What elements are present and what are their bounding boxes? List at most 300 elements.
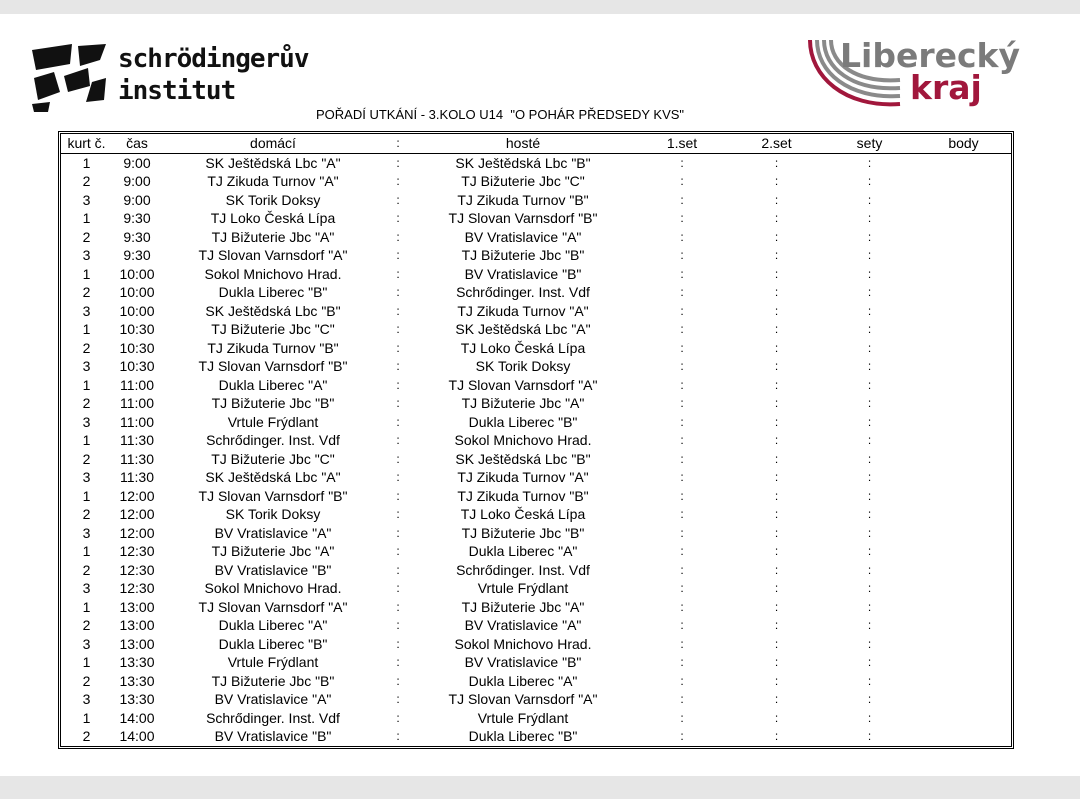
cell-sets: : (867, 488, 872, 503)
table-row (61, 320, 1011, 339)
schrodinger-institut-logo (30, 42, 309, 114)
cell-points (916, 209, 1011, 228)
cell-set2: : (774, 470, 779, 485)
table-row (61, 246, 1011, 265)
cell-set1: : (680, 322, 684, 337)
cell-points (916, 320, 1011, 339)
cell-court: 1 (82, 376, 91, 393)
cell-separator: : (396, 599, 400, 614)
header-away: hosté (412, 134, 634, 153)
cell-set1: : (680, 248, 684, 263)
logo-right-line2: kraj (910, 68, 982, 107)
cell-home-team: TJ Loko Česká Lípa (210, 210, 336, 227)
cell-separator: : (396, 544, 400, 559)
cell-points (916, 616, 1011, 635)
cell-time: 12:30 (119, 580, 155, 597)
table-row (61, 283, 1011, 302)
liberecky-kraj-logo (804, 36, 1021, 116)
cell-court: 3 (82, 524, 91, 541)
table-row (61, 302, 1011, 321)
cell-court: 1 (82, 154, 91, 171)
cell-court: 3 (82, 358, 91, 375)
cell-court: 2 (82, 339, 91, 356)
cell-set2: : (774, 673, 779, 688)
cell-set2: : (774, 285, 779, 300)
cell-points (916, 302, 1011, 321)
cell-separator: : (396, 729, 400, 744)
cell-set1: : (680, 507, 684, 522)
schrodinger-cat-icon (30, 42, 110, 114)
cell-home-team: Dukla Liberec "B" (218, 284, 328, 301)
cell-set1: : (680, 359, 684, 374)
cell-set2: : (774, 599, 779, 614)
header-sets: sety (823, 134, 916, 153)
cell-sets: : (867, 359, 872, 374)
cell-away-team: BV Vratislavice "B" (464, 265, 582, 282)
cell-sets: : (867, 377, 872, 392)
cell-separator: : (396, 322, 400, 337)
cell-time: 9:30 (123, 210, 151, 227)
cell-set2: : (774, 192, 779, 207)
cell-time: 11:30 (120, 432, 154, 449)
cell-separator: : (396, 192, 400, 207)
cell-separator: : (396, 155, 400, 170)
cell-away-team: Dukla Liberec "B" (468, 728, 578, 745)
header-separator: : (384, 134, 412, 153)
cell-set2: : (774, 322, 779, 337)
cell-set2: : (774, 433, 779, 448)
cell-sets: : (867, 710, 872, 725)
cell-sets: : (867, 581, 872, 596)
cell-home-team: TJ Bižuterie Jbc "C" (211, 321, 335, 338)
cell-sets: : (867, 618, 872, 633)
cell-away-team: BV Vratislavice "A" (464, 228, 582, 245)
cell-court: 2 (82, 395, 91, 412)
cell-away-team: TJ Bižuterie Jbc "A" (461, 395, 585, 412)
table-row (61, 153, 1011, 172)
cell-home-team: TJ Slovan Varnsdorf "A" (198, 598, 348, 615)
cell-set1: : (680, 599, 684, 614)
cell-home-team: TJ Bižuterie Jbc "A" (211, 543, 335, 560)
cell-separator: : (396, 396, 400, 411)
cell-sets: : (867, 451, 872, 466)
cell-court: 1 (82, 598, 91, 615)
cell-separator: : (396, 303, 400, 318)
cell-court: 3 (82, 302, 91, 319)
cell-set2: : (774, 414, 779, 429)
document-title: POŘADÍ UTKÁNÍ - 3.KOLO U14 "O POHÁR PŘEDSEDY KVS" (316, 107, 685, 122)
cell-home-team: Dukla Liberec "A" (218, 376, 328, 393)
cell-points (916, 153, 1011, 172)
cell-sets: : (867, 414, 872, 429)
cell-set1: : (680, 414, 684, 429)
table-row (61, 524, 1011, 543)
cell-separator: : (396, 359, 400, 374)
cell-separator: : (396, 636, 400, 651)
cell-away-team: Vrtule Frýdlant (477, 709, 569, 726)
match-schedule-table (58, 131, 1014, 749)
table-row (61, 487, 1011, 506)
cell-set1: : (680, 340, 684, 355)
cell-points (916, 413, 1011, 432)
cell-sets: : (867, 192, 872, 207)
cell-set1: : (680, 673, 684, 688)
cell-set2: : (774, 155, 779, 170)
cell-home-team: TJ Bižuterie Jbc "A" (211, 228, 335, 245)
table-row (61, 265, 1011, 284)
cell-sets: : (867, 599, 872, 614)
cell-away-team: Sokol Mnichovo Hrad. (454, 432, 592, 449)
cell-away-team: BV Vratislavice "A" (464, 617, 582, 634)
cell-set1: : (680, 655, 684, 670)
cell-time: 9:00 (123, 154, 151, 171)
cell-set2: : (774, 692, 779, 707)
cell-sets: : (867, 729, 872, 744)
cell-time: 10:30 (119, 358, 155, 375)
cell-points (916, 542, 1011, 561)
cell-sets: : (867, 507, 872, 522)
cell-home-team: BV Vratislavice "A" (214, 691, 332, 708)
cell-time: 9:30 (123, 228, 151, 245)
cell-home-team: SK Torik Doksy (225, 506, 321, 523)
cell-set2: : (774, 229, 779, 244)
cell-court: 3 (82, 635, 91, 652)
cell-away-team: SK Ještědská Lbc "B" (455, 450, 591, 467)
cell-set2: : (774, 525, 779, 540)
cell-separator: : (396, 174, 400, 189)
cell-sets: : (867, 636, 872, 651)
header-set1: 1.set (634, 134, 730, 153)
cell-time: 9:30 (123, 247, 151, 264)
table-row (61, 579, 1011, 598)
cell-set1: : (680, 155, 684, 170)
cell-separator: : (396, 266, 400, 281)
cell-points (916, 228, 1011, 247)
cell-home-team: BV Vratislavice "A" (214, 524, 332, 541)
cell-time: 11:00 (120, 413, 154, 430)
cell-away-team: SK Ještědská Lbc "B" (455, 154, 591, 171)
cell-away-team: TJ Slovan Varnsdorf "B" (448, 210, 598, 227)
cell-set2: : (774, 729, 779, 744)
cell-sets: : (867, 248, 872, 263)
cell-set1: : (680, 377, 684, 392)
cell-set1: : (680, 470, 684, 485)
cell-sets: : (867, 396, 872, 411)
cell-set1: : (680, 174, 684, 189)
cell-time: 12:30 (119, 543, 155, 560)
cell-away-team: TJ Slovan Varnsdorf "A" (448, 691, 598, 708)
cell-time: 9:00 (123, 191, 151, 208)
cell-points (916, 487, 1011, 506)
cell-points (916, 598, 1011, 617)
cell-court: 3 (82, 247, 91, 264)
cell-court: 3 (82, 469, 91, 486)
cell-court: 2 (82, 561, 91, 578)
cell-home-team: Dukla Liberec "B" (218, 635, 328, 652)
cell-away-team: BV Vratislavice "B" (464, 654, 582, 671)
cell-home-team: TJ Slovan Varnsdorf "B" (198, 487, 348, 504)
cell-home-team: TJ Zikuda Turnov "B" (207, 339, 339, 356)
cell-home-team: TJ Bižuterie Jbc "B" (211, 672, 335, 689)
cell-home-team: Sokol Mnichovo Hrad. (204, 265, 342, 282)
cell-separator: : (396, 673, 400, 688)
table-row (61, 413, 1011, 432)
cell-separator: : (396, 618, 400, 633)
cell-time: 11:00 (120, 376, 154, 393)
cell-separator: : (396, 692, 400, 707)
cell-set2: : (774, 451, 779, 466)
cell-away-team: TJ Loko Česká Lípa (460, 339, 586, 356)
table-row (61, 339, 1011, 358)
cell-sets: : (867, 525, 872, 540)
cell-separator: : (396, 377, 400, 392)
cell-set2: : (774, 248, 779, 263)
cell-sets: : (867, 155, 872, 170)
cell-set2: : (774, 340, 779, 355)
table-row (61, 431, 1011, 450)
cell-court: 3 (82, 413, 91, 430)
header-court: kurt č. (61, 134, 112, 153)
cell-away-team: TJ Bižuterie Jbc "B" (461, 524, 585, 541)
table-row (61, 209, 1011, 228)
logo-left-line1: schrödingerův (118, 44, 309, 74)
cell-away-team: TJ Slovan Varnsdorf "A" (448, 376, 598, 393)
cell-time: 14:00 (119, 709, 155, 726)
logo-right-line1: Liberecký (840, 36, 1021, 75)
cell-home-team: TJ Zikuda Turnov "A" (207, 173, 339, 190)
cell-home-team: Dukla Liberec "A" (218, 617, 328, 634)
cell-away-team: TJ Bižuterie Jbc "A" (461, 598, 585, 615)
cell-set1: : (680, 729, 684, 744)
cell-sets: : (867, 174, 872, 189)
header-points: body (916, 134, 1011, 153)
table-row (61, 357, 1011, 376)
cell-time: 12:00 (119, 487, 155, 504)
cell-court: 1 (82, 210, 91, 227)
table-row (61, 542, 1011, 561)
cell-set1: : (680, 285, 684, 300)
cell-points (916, 283, 1011, 302)
cell-time: 10:00 (119, 302, 155, 319)
cell-sets: : (867, 692, 872, 707)
cell-sets: : (867, 544, 872, 559)
cell-away-team: SK Ještědská Lbc "A" (455, 321, 591, 338)
table-row (61, 727, 1011, 746)
cell-set2: : (774, 581, 779, 596)
cell-sets: : (867, 673, 872, 688)
cell-points (916, 561, 1011, 580)
table-row (61, 228, 1011, 247)
cell-court: 1 (82, 432, 91, 449)
cell-set1: : (680, 581, 684, 596)
header-set2: 2.set (730, 134, 823, 153)
cell-separator: : (396, 414, 400, 429)
cell-set2: : (774, 266, 779, 281)
cell-set1: : (680, 396, 684, 411)
cell-separator: : (396, 248, 400, 263)
cell-separator: : (396, 507, 400, 522)
cell-points (916, 505, 1011, 524)
cell-set1: : (680, 544, 684, 559)
cell-separator: : (396, 340, 400, 355)
cell-points (916, 468, 1011, 487)
table-row (61, 653, 1011, 672)
cell-time: 10:30 (119, 339, 155, 356)
cell-court: 3 (82, 580, 91, 597)
cell-set1: : (680, 211, 684, 226)
table-row (61, 505, 1011, 524)
cell-away-team: Dukla Liberec "A" (468, 672, 578, 689)
cell-away-team: SK Torik Doksy (475, 358, 571, 375)
cell-points (916, 524, 1011, 543)
cell-set2: : (774, 396, 779, 411)
cell-set2: : (774, 710, 779, 725)
cell-away-team: Schrődinger. Inst. Vdf (456, 284, 590, 301)
cell-set2: : (774, 303, 779, 318)
cell-separator: : (396, 525, 400, 540)
table-row (61, 172, 1011, 191)
cell-away-team: Sokol Mnichovo Hrad. (454, 635, 592, 652)
cell-home-team: SK Ještědská Lbc "A" (205, 154, 341, 171)
cell-court: 2 (82, 617, 91, 634)
cell-set2: : (774, 359, 779, 374)
cell-set2: : (774, 636, 779, 651)
cell-home-team: SK Ještědská Lbc "B" (205, 302, 341, 319)
cell-points (916, 357, 1011, 376)
cell-home-team: Vrtule Frýdlant (227, 654, 319, 671)
cell-sets: : (867, 470, 872, 485)
cell-set2: : (774, 544, 779, 559)
header-time: čas (112, 134, 162, 153)
cell-away-team: TJ Zikuda Turnov "B" (457, 191, 589, 208)
table-body (61, 153, 1011, 746)
cell-court: 2 (82, 450, 91, 467)
cell-home-team: SK Ještědská Lbc "A" (205, 469, 341, 486)
cell-home-team: Sokol Mnichovo Hrad. (204, 580, 342, 597)
cell-separator: : (396, 433, 400, 448)
cell-points (916, 376, 1011, 395)
cell-set1: : (680, 192, 684, 207)
cell-court: 3 (82, 191, 91, 208)
cell-points (916, 579, 1011, 598)
cell-points (916, 431, 1011, 450)
cell-points (916, 246, 1011, 265)
cell-court: 1 (82, 709, 91, 726)
logo-left-line2: institut (118, 76, 236, 106)
cell-set1: : (680, 488, 684, 503)
cell-separator: : (396, 470, 400, 485)
cell-separator: : (396, 229, 400, 244)
cell-set2: : (774, 655, 779, 670)
cell-time: 10:00 (119, 284, 155, 301)
cell-away-team: Dukla Liberec "B" (468, 413, 578, 430)
cell-away-team: TJ Zikuda Turnov "A" (457, 302, 589, 319)
cell-separator: : (396, 211, 400, 226)
cell-time: 11:00 (120, 395, 154, 412)
cell-time: 10:00 (119, 265, 155, 282)
cell-points (916, 690, 1011, 709)
cell-court: 2 (82, 173, 91, 190)
cell-set2: : (774, 174, 779, 189)
cell-time: 13:00 (119, 635, 155, 652)
cell-time: 12:00 (119, 524, 155, 541)
cell-away-team: TJ Bižuterie Jbc "B" (461, 247, 585, 264)
table-row (61, 191, 1011, 210)
table-row (61, 672, 1011, 691)
table-row (61, 598, 1011, 617)
cell-sets: : (867, 266, 872, 281)
cell-court: 1 (82, 321, 91, 338)
cell-time: 12:30 (119, 561, 155, 578)
cell-away-team: TJ Bižuterie Jbc "C" (461, 173, 585, 190)
cell-set2: : (774, 562, 779, 577)
cell-separator: : (396, 285, 400, 300)
cell-sets: : (867, 433, 872, 448)
cell-home-team: TJ Slovan Varnsdorf "A" (198, 247, 348, 264)
cell-away-team: Dukla Liberec "A" (468, 543, 578, 560)
cell-away-team: Schrődinger. Inst. Vdf (456, 561, 590, 578)
cell-separator: : (396, 710, 400, 725)
cell-home-team: Schrődinger. Inst. Vdf (206, 709, 340, 726)
cell-sets: : (867, 340, 872, 355)
cell-points (916, 394, 1011, 413)
cell-separator: : (396, 581, 400, 596)
table-row (61, 709, 1011, 728)
cell-set1: : (680, 266, 684, 281)
cell-set1: : (680, 636, 684, 651)
cell-set1: : (680, 451, 684, 466)
cell-sets: : (867, 285, 872, 300)
cell-away-team: TJ Zikuda Turnov "B" (457, 487, 589, 504)
cell-points (916, 672, 1011, 691)
cell-sets: : (867, 322, 872, 337)
cell-time: 14:00 (119, 728, 155, 745)
cell-home-team: TJ Bižuterie Jbc "C" (211, 450, 335, 467)
cell-points (916, 727, 1011, 746)
table-header-row (61, 134, 1011, 153)
cell-court: 2 (82, 728, 91, 745)
cell-set1: : (680, 525, 684, 540)
cell-sets: : (867, 562, 872, 577)
table-row (61, 561, 1011, 580)
header-home: domácí (162, 134, 384, 153)
table-row (61, 376, 1011, 395)
cell-time: 12:00 (119, 506, 155, 523)
cell-time: 13:30 (119, 691, 155, 708)
cell-home-team: Vrtule Frýdlant (227, 413, 319, 430)
cell-separator: : (396, 451, 400, 466)
cell-time: 11:30 (120, 450, 154, 467)
cell-time: 13:30 (119, 672, 155, 689)
cell-court: 2 (82, 672, 91, 689)
cell-set1: : (680, 433, 684, 448)
cell-set2: : (774, 507, 779, 522)
cell-home-team: Schrődinger. Inst. Vdf (206, 432, 340, 449)
cell-sets: : (867, 655, 872, 670)
table-row (61, 635, 1011, 654)
cell-time: 10:30 (119, 321, 155, 338)
cell-points (916, 709, 1011, 728)
cell-separator: : (396, 488, 400, 503)
cell-set2: : (774, 377, 779, 392)
table-row (61, 450, 1011, 469)
cell-separator: : (396, 562, 400, 577)
cell-home-team: BV Vratislavice "B" (214, 561, 332, 578)
cell-set1: : (680, 562, 684, 577)
cell-time: 13:30 (119, 654, 155, 671)
cell-court: 1 (82, 265, 91, 282)
cell-set2: : (774, 211, 779, 226)
